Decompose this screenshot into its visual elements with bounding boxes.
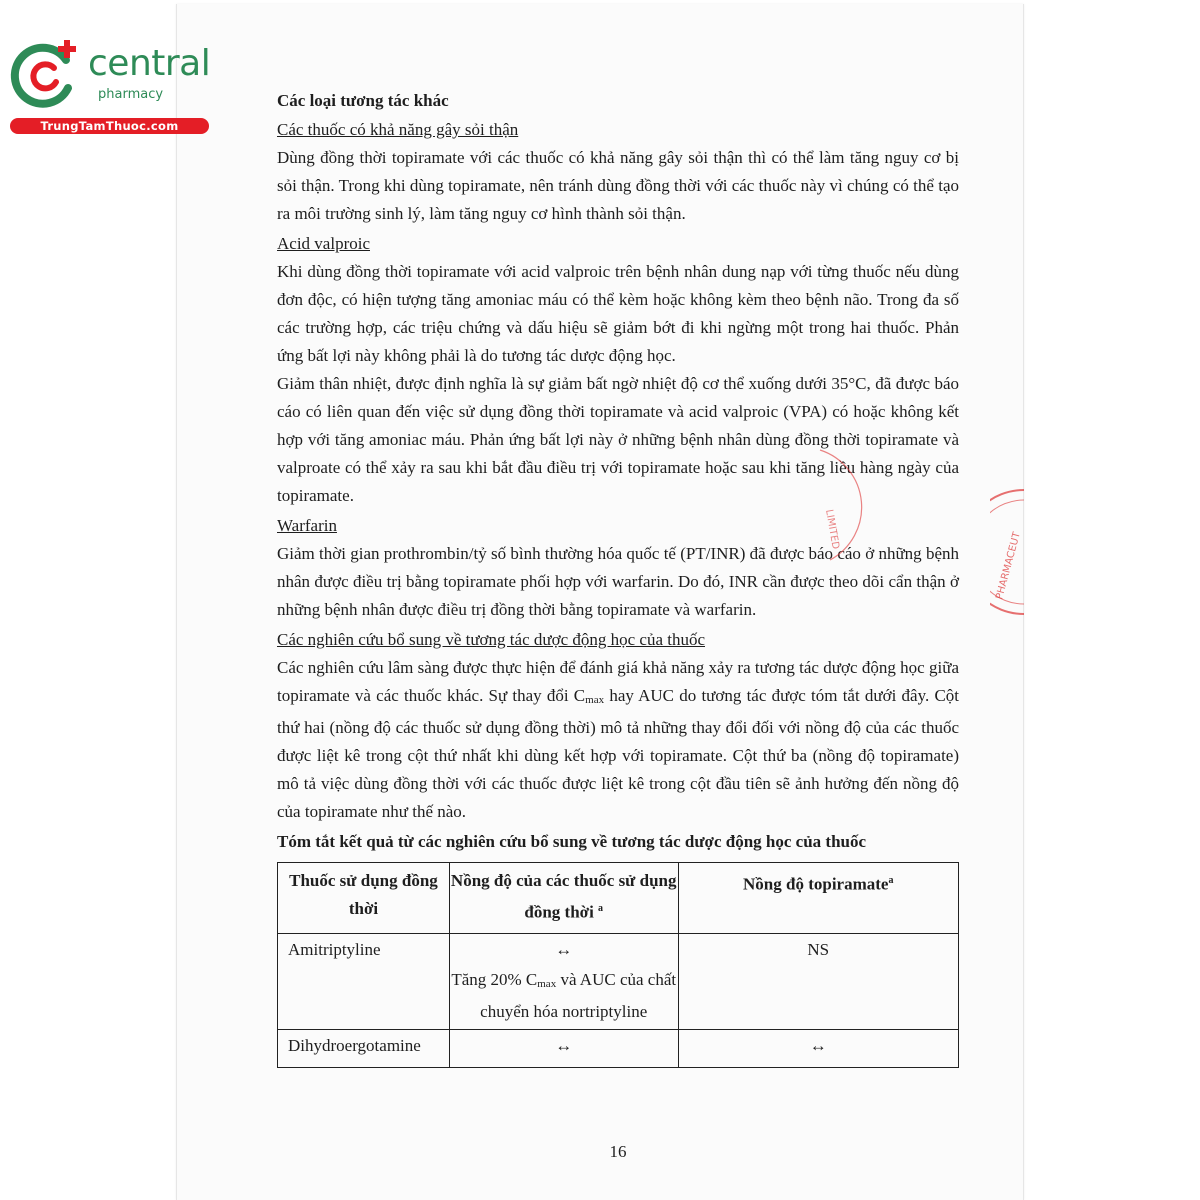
table-row bbox=[278, 933, 959, 1029]
company-seal-fragment bbox=[990, 488, 1024, 618]
subsection-title-pk-studies: Các nghiên cứu bổ sung về tương tác dược động học của thuốc bbox=[277, 630, 706, 649]
logo-mark-icon bbox=[10, 38, 85, 113]
header-cell: Nồng độ topiramate$^a$ bbox=[678, 863, 958, 934]
logo-wordmark: central bbox=[88, 43, 211, 84]
page-number: 16 bbox=[609, 1142, 627, 1161]
header-cell: Nồng độ của các thuốc sử dụng đồng thời $^a$ bbox=[449, 863, 678, 934]
topiramate-conc-cell: ↔ bbox=[678, 1029, 958, 1067]
table-title: Tóm tắt kết quả từ các nghiên cứu bổ sung về tương tác dược động học của thuốc bbox=[277, 832, 867, 851]
paragraph-valproic-2: Giảm thân nhiệt, được định nghĩa là sự giảm bất ngờ nhiệt độ cơ thể xuống dưới 35°C, đã được báo cáo có liên quan đến việc sử dụng đồng thời topiramate và acid valproic (VPA) có hoặc không kết hợp với tăng amoniac máu. Phản ứng bất lợi này ở những bệnh nhân dùng đồng thời topiramate và valproate có thể xảy ra sau khi bắt đầu điều trị với topiramate hoặc sau khi tăng liều hàng ngày của topiramate. bbox=[277, 374, 959, 505]
topiramate-conc-cell: NS bbox=[678, 933, 958, 1029]
logo-site-banner: TrungTamThuoc.com bbox=[10, 118, 209, 134]
subsection-title-kidney-stones: Các thuốc có khả năng gây sỏi thận bbox=[277, 120, 519, 139]
company-stamp-fragment bbox=[800, 440, 870, 570]
svg-text:LIMITED: LIMITED bbox=[823, 508, 841, 551]
logo-tagline: pharmacy bbox=[98, 87, 164, 102]
paragraph-kidney-stones: Dùng đồng thời topiramate với các thuốc có khả năng gây sỏi thận thì có thể làm tăng nguy cơ bị sỏi thận. Trong khi dùng topiramate, nên tránh dùng đồng thời với các thuốc này vì chúng có thể tạo ra môi trường sinh lý, làm tăng nguy cơ hình thành sỏi thận. bbox=[277, 148, 959, 223]
subsection-title-warfarin: Warfarin bbox=[277, 516, 337, 535]
table-header-row bbox=[278, 863, 959, 934]
central-pharmacy-logo bbox=[10, 38, 215, 138]
drug-cell: Amitriptyline bbox=[278, 933, 450, 1029]
concomitant-conc-cell: ↔ bbox=[449, 1029, 678, 1067]
subsection-title-valproic: Acid valproic bbox=[277, 234, 370, 253]
document-body bbox=[277, 86, 959, 1068]
drug-cell: Dihydroergotamine bbox=[278, 1029, 450, 1067]
svg-text:PHARMACEUT: PHARMACEUT bbox=[994, 530, 1023, 601]
paragraph-valproic-1: Khi dùng đồng thời topiramate với acid valproic trên bệnh nhân dung nạp với từng thuốc nếu dùng đơn độc, có hiện tượng tăng amoniac máu có thể kèm hoặc không kèm theo bệnh não. Trong đa số các trường hợp, các triệu chứng và dấu hiệu sẽ giảm bớt đi khi ngừng một trong hai thuốc. Phản ứng bất lợi này không phải là do tương tác dược động học. bbox=[277, 262, 959, 365]
paragraph-warfarin: Giảm thời gian prothrombin/tỷ số bình thường hóa quốc tế (PT/INR) đã được báo cáo ở những bệnh nhân được điều trị bằng topiramate phối hợp với warfarin. Do đó, INR cần được theo dõi cẩn thận ở những bệnh nhân được điều trị đồng thời bằng topiramate và warfarin. bbox=[277, 544, 959, 619]
paragraph-pk-studies: Các nghiên cứu lâm sàng được thực hiện để đánh giá khả năng xảy ra tương tác dược động học giữa topiramate và các thuốc khác. Sự thay đổi $C_{max}$ hay AUC do tương tác được tóm tắt dưới đây. Cột thứ hai (nồng độ các thuốc sử dụng đồng thời) mô tả những thay đổi đối với nồng độ của các thuốc được liệt kê trong cột thứ nhất khi dùng kết hợp với topiramate. Cột thứ ba (nồng độ topiramate) mô tả việc dùng đồng thời với các thuốc được liệt kê trong cột đầu tiên sẽ ảnh hưởng đến nồng độ của topiramate như thế nào. bbox=[277, 658, 960, 821]
table-row bbox=[278, 1029, 959, 1067]
section-heading: Các loại tương tác khác bbox=[277, 91, 449, 110]
interaction-table bbox=[277, 862, 959, 1068]
header-cell: Thuốc sử dụng đồng thời bbox=[278, 863, 450, 934]
concomitant-conc-cell: ↔ Tăng 20% $C_{max}$ và AUC của chất chuyển hóa nortriptyline bbox=[449, 933, 678, 1029]
